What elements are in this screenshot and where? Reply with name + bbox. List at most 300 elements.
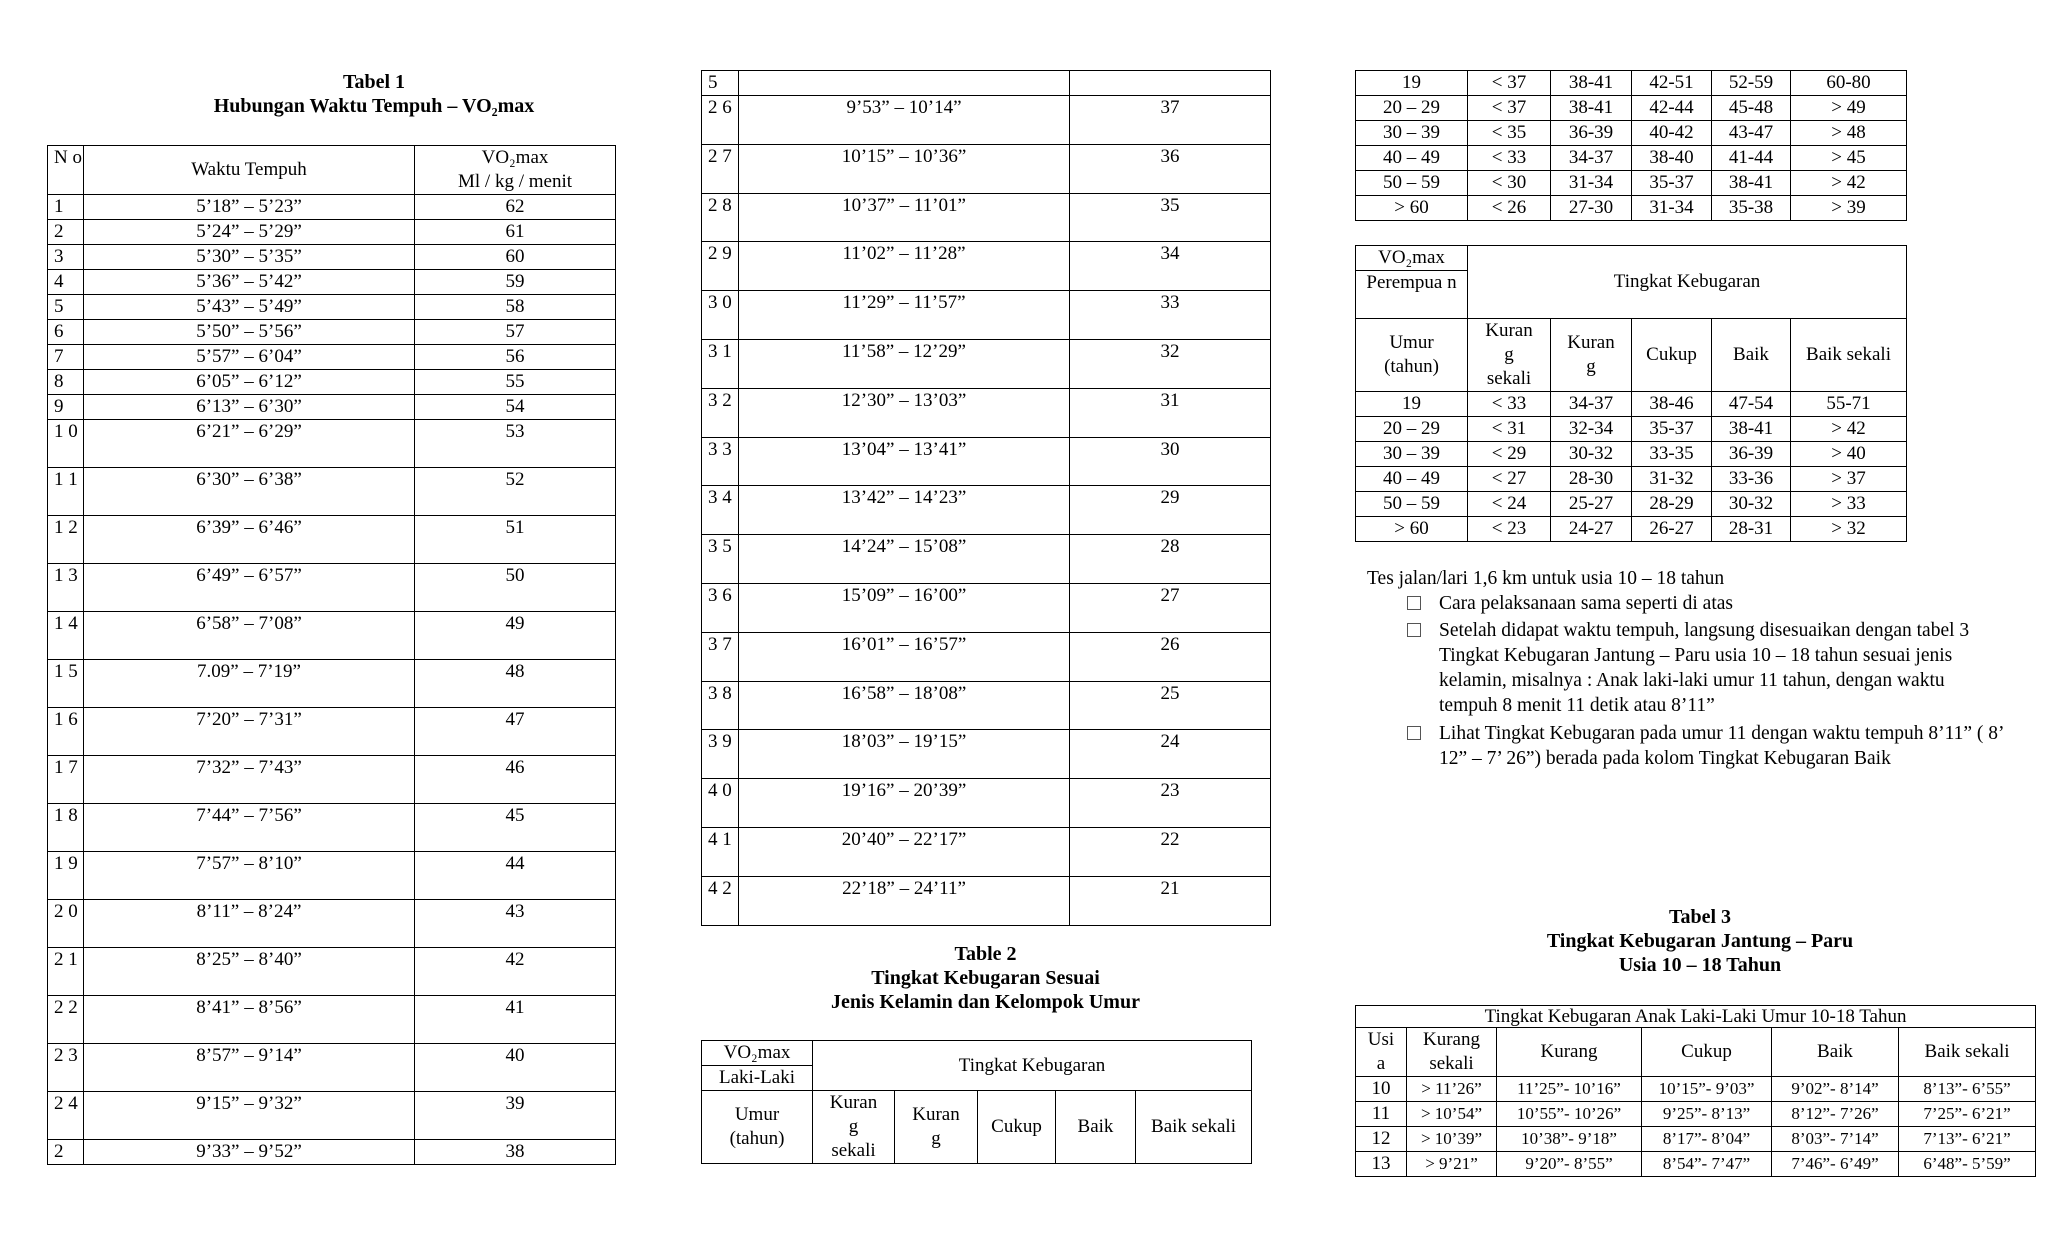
table-row [48, 900, 616, 948]
baik-cell: 28-31 [1712, 517, 1791, 542]
waktu-tempuh-cell: 8’57” – 9’14” [84, 1044, 415, 1092]
vo2max-cell: 44 [415, 852, 616, 900]
vo2max-cell: 21 [1070, 876, 1271, 925]
table3-header-row [1356, 1028, 2036, 1077]
row-number: 1 7 [48, 756, 84, 804]
kurang-cell: 34-37 [1551, 392, 1632, 417]
waktu-tempuh-cell: 13’04” – 13’41” [739, 437, 1070, 486]
table-row [1356, 1127, 2036, 1152]
vo2max-cell: 49 [415, 612, 616, 660]
vo2max-cell: 61 [415, 220, 616, 245]
kurang-cell: 36-39 [1551, 121, 1632, 146]
table-row [48, 1044, 616, 1092]
row-number: 3 2 [702, 388, 739, 437]
kurang-cell: 9’20”- 8’55” [1497, 1152, 1642, 1177]
umur-cell: 40 – 49 [1356, 146, 1468, 171]
table-row [48, 1092, 616, 1140]
waktu-tempuh-cell: 8’11” – 8’24” [84, 900, 415, 948]
table-row [48, 996, 616, 1044]
vo2max-cell: 37 [1070, 96, 1271, 145]
baik-cell: 45-48 [1712, 96, 1791, 121]
row-number: 2 0 [48, 900, 84, 948]
table-row [1356, 467, 1907, 492]
vo2max-cell: 45 [415, 804, 616, 852]
baik-cell: 35-38 [1712, 196, 1791, 221]
table-row [702, 144, 1271, 193]
waktu-tempuh-cell: 8’41” – 8’56” [84, 996, 415, 1044]
vo2max-cell: 54 [415, 395, 616, 420]
baik-cell: 8’12”- 7’26” [1772, 1102, 1899, 1127]
vo2max-cell: 36 [1070, 144, 1271, 193]
notes-item-2-text: Setelah didapat waktu tempuh, langsung disesuaikan dengan tabel 3 Tingkat Kebugaran Jantung – Paru usia 10 – 18 tahun sesuai jenis kelamin, misalnya : Anak laki-laki umur 11 tahun, dengan waktu tempuh 8 menit 11 detik atau 8’11” [1439, 620, 1970, 716]
kurang-cell: 10’55”- 10’26” [1497, 1102, 1642, 1127]
vo2max-cell: 24 [1070, 730, 1271, 779]
cukup-cell: 31-34 [1632, 196, 1712, 221]
table3-header-kurang: Kurang [1497, 1028, 1642, 1077]
row-number: 1 3 [48, 564, 84, 612]
row-number: 6 [48, 320, 84, 345]
table-row [702, 339, 1271, 388]
waktu-tempuh-cell: 5’43” – 5’49” [84, 295, 415, 320]
table2-female-body [1356, 392, 1907, 542]
row-number: 2 2 [48, 996, 84, 1044]
kurang-cell: 10’38”- 9’18” [1497, 1127, 1642, 1152]
table2-caption-line1: Table 2 [954, 943, 1017, 965]
table2-female-umur-label: Umur (tahun) [1356, 319, 1468, 392]
waktu-tempuh-cell: 20’40” – 22’17” [739, 827, 1070, 876]
umur-cell: 19 [1356, 392, 1468, 417]
waktu-tempuh-cell: 6’21” – 6’29” [84, 420, 415, 468]
table-row [702, 242, 1271, 291]
table-row [702, 876, 1271, 925]
table2-caption-line3: Jenis Kelamin dan Kelompok Umur [831, 991, 1140, 1013]
vo2max-cell: 59 [415, 270, 616, 295]
kurang-cell: 38-41 [1551, 96, 1632, 121]
kurang-cell: 31-34 [1551, 171, 1632, 196]
baik-sekali-cell: 60-80 [1791, 71, 1907, 96]
row-number: 2 9 [702, 242, 739, 291]
usia-cell: 12 [1356, 1127, 1407, 1152]
waktu-tempuh-cell: 5’36” – 5’42” [84, 270, 415, 295]
vo2max-cell: 62 [415, 195, 616, 220]
kurang-sekali-cell: < 27 [1468, 467, 1551, 492]
baik-cell: 9’02”- 8’14” [1772, 1077, 1899, 1102]
kurang-sekali-cell: < 33 [1468, 392, 1551, 417]
vo2max-cell: 57 [415, 320, 616, 345]
baik-sekali-cell: > 32 [1791, 517, 1907, 542]
waktu-tempuh-cell: 6’30” – 6’38” [84, 468, 415, 516]
kurang-sekali-cell: < 37 [1468, 96, 1551, 121]
vo2max-cell [1070, 71, 1271, 96]
notes-item-3 [1367, 721, 2007, 771]
table-row [48, 660, 616, 708]
baik-sekali-cell: 6’48”- 5’59” [1899, 1152, 2036, 1177]
waktu-tempuh-cell [739, 71, 1070, 96]
waktu-tempuh-cell: 6’39” – 6’46” [84, 516, 415, 564]
baik-cell: 38-41 [1712, 417, 1791, 442]
table2-cat-kurang-sekali: Kuran g sekali [813, 1091, 895, 1164]
table1-continuation [701, 70, 1271, 926]
table-row [702, 71, 1271, 96]
row-number: 3 4 [702, 486, 739, 535]
waktu-tempuh-cell: 11’58” – 12’29” [739, 339, 1070, 388]
row-number: 3 5 [702, 535, 739, 584]
cukup-cell: 10’15”- 9’03” [1642, 1077, 1772, 1102]
kurang-cell: 38-41 [1551, 71, 1632, 96]
table-row [48, 220, 616, 245]
checkbox-icon [1407, 623, 1421, 637]
waktu-tempuh-cell: 5’30” – 5’35” [84, 245, 415, 270]
baik-sekali-cell: > 42 [1791, 171, 1907, 196]
table1-header-no: N o [48, 146, 84, 195]
baik-sekali-cell: > 33 [1791, 492, 1907, 517]
baik-sekali-cell: > 40 [1791, 442, 1907, 467]
row-number: 1 5 [48, 660, 84, 708]
vo2max-cell: 40 [415, 1044, 616, 1092]
table-row [702, 291, 1271, 340]
row-number: 1 8 [48, 804, 84, 852]
vo2max-cell: 32 [1070, 339, 1271, 388]
baik-sekali-cell: 7’25”- 6’21” [1899, 1102, 2036, 1127]
waktu-tempuh-cell: 9’15” – 9’32” [84, 1092, 415, 1140]
waktu-tempuh-cell: 8’25” – 8’40” [84, 948, 415, 996]
waktu-tempuh-cell: 12’30” – 13’03” [739, 388, 1070, 437]
table2-male-header-row3 [702, 1091, 1252, 1164]
baik-cell: 41-44 [1712, 146, 1791, 171]
vo2max-cell: 58 [415, 295, 616, 320]
notes-item-3-text: Lihat Tingkat Kebugaran pada umur 11 dengan waktu tempuh 8’11” ( 8’ 12” – 7’ 26”) berada pada kolom Tingkat Kebugaran Baik [1439, 723, 2004, 769]
usia-cell: 13 [1356, 1152, 1407, 1177]
table2-umur-label: Umur (tahun) [702, 1091, 813, 1164]
cukup-cell: 31-32 [1632, 467, 1712, 492]
baik-cell: 38-41 [1712, 171, 1791, 196]
waktu-tempuh-cell: 14’24” – 15’08” [739, 535, 1070, 584]
umur-cell: 40 – 49 [1356, 467, 1468, 492]
notes-item-2 [1367, 618, 2007, 718]
table-row [48, 270, 616, 295]
table2-cat-baik-sekali: Baik sekali [1136, 1091, 1252, 1164]
kurang-cell: 30-32 [1551, 442, 1632, 467]
row-number: 3 7 [702, 632, 739, 681]
row-number: 4 [48, 270, 84, 295]
cukup-cell: 33-35 [1632, 442, 1712, 467]
table-row [1356, 1102, 2036, 1127]
table-row [48, 708, 616, 756]
table-row [702, 632, 1271, 681]
waktu-tempuh-cell: 9’33” – 9’52” [84, 1140, 415, 1165]
cukup-cell: 42-44 [1632, 96, 1712, 121]
row-number: 1 1 [48, 468, 84, 516]
table-row [1356, 517, 1907, 542]
baik-sekali-cell: 7’13”- 6’21” [1899, 1127, 2036, 1152]
waktu-tempuh-cell: 16’58” – 18’08” [739, 681, 1070, 730]
waktu-tempuh-cell: 6’49” – 6’57” [84, 564, 415, 612]
waktu-tempuh-cell: 16’01” – 16’57” [739, 632, 1070, 681]
table-row [48, 1140, 616, 1165]
table3-caption-line2: Tingkat Kebugaran Jantung – Paru [1546, 930, 1854, 952]
table-row [48, 516, 616, 564]
kurang-sekali-cell: > 10’39” [1407, 1127, 1497, 1152]
row-number: 1 [48, 195, 84, 220]
waktu-tempuh-cell: 7.09” – 7’19” [84, 660, 415, 708]
row-number: 3 1 [702, 339, 739, 388]
row-number: 5 [48, 295, 84, 320]
table3-header-usia: Usi a [1356, 1028, 1407, 1077]
table3 [1355, 1005, 2036, 1177]
table1-header-vo2-line2: Ml / kg / menit [458, 171, 572, 192]
kurang-sekali-cell: < 23 [1468, 517, 1551, 542]
row-number: 8 [48, 370, 84, 395]
waktu-tempuh-cell: 22’18” – 24’11” [739, 876, 1070, 925]
table2-caption-line2: Tingkat Kebugaran Sesuai [871, 967, 1100, 989]
waktu-tempuh-cell: 7’57” – 8’10” [84, 852, 415, 900]
waktu-tempuh-cell: 5’50” – 5’56” [84, 320, 415, 345]
vo2max-cell: 48 [415, 660, 616, 708]
baik-sekali-cell: > 39 [1791, 196, 1907, 221]
waktu-tempuh-cell: 5’24” – 5’29” [84, 220, 415, 245]
umur-cell: 50 – 59 [1356, 492, 1468, 517]
table1-caption [47, 70, 701, 118]
table-row [1356, 1152, 2036, 1177]
checkbox-icon [1407, 596, 1421, 610]
table-row [702, 583, 1271, 632]
umur-cell: 30 – 39 [1356, 121, 1468, 146]
row-number: 1 9 [48, 852, 84, 900]
kurang-sekali-cell: < 24 [1468, 492, 1551, 517]
table-row [1356, 146, 1907, 171]
row-number: 3 6 [702, 583, 739, 632]
row-number: 2 [48, 1140, 84, 1165]
table2-male-values [1355, 70, 1907, 221]
row-number: 3 3 [702, 437, 739, 486]
usia-cell: 10 [1356, 1077, 1407, 1102]
table-row [48, 245, 616, 270]
table1-continuation-body [702, 71, 1271, 926]
row-number: 1 4 [48, 612, 84, 660]
row-number: 7 [48, 345, 84, 370]
table1-header-vo2 [415, 146, 616, 195]
vo2max-cell: 38 [415, 1140, 616, 1165]
row-number: 3 9 [702, 730, 739, 779]
waktu-tempuh-cell: 5’57” – 6’04” [84, 345, 415, 370]
umur-cell: 30 – 39 [1356, 442, 1468, 467]
umur-cell: 20 – 29 [1356, 96, 1468, 121]
table-row [702, 437, 1271, 486]
table2-cat-cukup: Cukup [978, 1091, 1056, 1164]
table3-caption-line1: Tabel 3 [1668, 906, 1732, 928]
row-number: 1 2 [48, 516, 84, 564]
row-number: 2 7 [702, 144, 739, 193]
kurang-cell: 32-34 [1551, 417, 1632, 442]
table-row [1356, 442, 1907, 467]
checkbox-icon [1407, 726, 1421, 740]
baik-cell: 52-59 [1712, 71, 1791, 96]
waktu-tempuh-cell: 9’53” – 10’14” [739, 96, 1070, 145]
usia-cell: 11 [1356, 1102, 1407, 1127]
row-number: 1 0 [48, 420, 84, 468]
cukup-cell: 9’25”- 8’13” [1642, 1102, 1772, 1127]
baik-sekali-cell: 8’13”- 6’55” [1899, 1077, 2036, 1102]
row-number: 4 1 [702, 827, 739, 876]
table1-header-vo2-line1: VO₂max [481, 147, 549, 168]
table3-caption-line3: Usia 10 – 18 Tahun [1618, 954, 1782, 976]
waktu-tempuh-cell: 10’37” – 11’01” [739, 193, 1070, 242]
table-row [48, 756, 616, 804]
kurang-cell: 34-37 [1551, 146, 1632, 171]
vo2max-cell: 46 [415, 756, 616, 804]
table-row [48, 948, 616, 996]
table-row [702, 486, 1271, 535]
waktu-tempuh-cell: 10’15” – 10’36” [739, 144, 1070, 193]
table-row [702, 730, 1271, 779]
cukup-cell: 40-42 [1632, 121, 1712, 146]
vo2max-cell: 30 [1070, 437, 1271, 486]
vo2max-cell: 53 [415, 420, 616, 468]
kurang-sekali-cell: > 10’54” [1407, 1102, 1497, 1127]
table2-female-cat-kurang: Kuran g [1551, 319, 1632, 392]
baik-cell: 33-36 [1712, 467, 1791, 492]
baik-cell: 30-32 [1712, 492, 1791, 517]
table2-male-header [701, 1040, 1252, 1164]
waktu-tempuh-cell: 11’02” – 11’28” [739, 242, 1070, 291]
vo2max-cell: 26 [1070, 632, 1271, 681]
row-number: 9 [48, 395, 84, 420]
kurang-sekali-cell: < 37 [1468, 71, 1551, 96]
baik-cell: 7’46”- 6’49” [1772, 1152, 1899, 1177]
umur-cell: > 60 [1356, 517, 1468, 542]
table-row [48, 295, 616, 320]
baik-cell: 36-39 [1712, 442, 1791, 467]
table2-female-label: Perempua n [1356, 271, 1468, 319]
table3-caption [1355, 905, 2045, 977]
table-row [1356, 171, 1907, 196]
row-number: 2 1 [48, 948, 84, 996]
table-row [702, 96, 1271, 145]
table-row [1356, 1077, 2036, 1102]
baik-sekali-cell: > 42 [1791, 417, 1907, 442]
vo2max-cell: 28 [1070, 535, 1271, 584]
table-row [48, 852, 616, 900]
baik-sekali-cell: > 45 [1791, 146, 1907, 171]
vo2max-cell: 23 [1070, 779, 1271, 828]
notes-item-1 [1367, 591, 2007, 616]
table-row [48, 195, 616, 220]
kurang-cell: 25-27 [1551, 492, 1632, 517]
table-row [1356, 196, 1907, 221]
table2-cat-baik: Baik [1056, 1091, 1136, 1164]
table-row [702, 827, 1271, 876]
cukup-cell: 8’17”- 8’04” [1642, 1127, 1772, 1152]
vo2max-cell: 51 [415, 516, 616, 564]
row-number: 2 6 [702, 96, 739, 145]
table-row [48, 804, 616, 852]
table2-vo2-label: VO₂max [702, 1041, 813, 1066]
row-number: 2 3 [48, 1044, 84, 1092]
table2-male-header-row1 [702, 1041, 1252, 1066]
kurang-sekali-cell: < 30 [1468, 171, 1551, 196]
table-row [702, 779, 1271, 828]
row-number: 3 8 [702, 681, 739, 730]
table-row [1356, 71, 1907, 96]
vo2max-cell: 56 [415, 345, 616, 370]
table-row [48, 420, 616, 468]
table1-header-waktu: Waktu Tempuh [84, 146, 415, 195]
baik-cell: 43-47 [1712, 121, 1791, 146]
table-row [48, 320, 616, 345]
notes-item-1-text: Cara pelaksanaan sama seperti di atas [1439, 593, 1733, 614]
waktu-tempuh-cell: 13’42” – 14’23” [739, 486, 1070, 535]
notes-intro: Tes jalan/lari 1,6 km untuk usia 10 – 18 tahun [1367, 568, 1725, 589]
row-number: 3 [48, 245, 84, 270]
vo2max-cell: 60 [415, 245, 616, 270]
table-row [48, 345, 616, 370]
notes [1367, 566, 2007, 771]
kurang-cell: 27-30 [1551, 196, 1632, 221]
table1-header-row [48, 146, 616, 195]
table2-female-cat-kurang-sekali: Kuran g sekali [1468, 319, 1551, 392]
table2-female-tingkat-label: Tingkat Kebugaran [1468, 246, 1907, 319]
waktu-tempuh-cell: 11’29” – 11’57” [739, 291, 1070, 340]
table3-header-cukup: Cukup [1642, 1028, 1772, 1077]
vo2max-cell: 50 [415, 564, 616, 612]
kurang-sekali-cell: < 26 [1468, 196, 1551, 221]
cukup-cell: 28-29 [1632, 492, 1712, 517]
waktu-tempuh-cell: 5’18” – 5’23” [84, 195, 415, 220]
row-number: 2 8 [702, 193, 739, 242]
row-number: 1 6 [48, 708, 84, 756]
cukup-cell: 8’54”- 7’47” [1642, 1152, 1772, 1177]
kurang-sekali-cell: < 33 [1468, 146, 1551, 171]
vo2max-cell: 35 [1070, 193, 1271, 242]
waktu-tempuh-cell: 6’58” – 7’08” [84, 612, 415, 660]
kurang-sekali-cell: > 9’21” [1407, 1152, 1497, 1177]
row-number: 5 [702, 71, 739, 96]
table2-male-values-body [1356, 71, 1907, 221]
kurang-cell: 24-27 [1551, 517, 1632, 542]
vo2max-cell: 34 [1070, 242, 1271, 291]
vo2max-cell: 42 [415, 948, 616, 996]
row-number: 4 0 [702, 779, 739, 828]
table2-caption [701, 942, 1270, 1014]
kurang-cell: 11’25”- 10’16” [1497, 1077, 1642, 1102]
cukup-cell: 38-40 [1632, 146, 1712, 171]
vo2max-cell: 27 [1070, 583, 1271, 632]
table2-female-cat-baik-sekali: Baik sekali [1791, 319, 1907, 392]
table-row [48, 468, 616, 516]
baik-sekali-cell: > 37 [1791, 467, 1907, 492]
table3-header-baik-sekali: Baik sekali [1899, 1028, 2036, 1077]
kurang-sekali-cell: > 11’26” [1407, 1077, 1497, 1102]
kurang-sekali-cell: < 31 [1468, 417, 1551, 442]
table2-female-header-row1 [1356, 246, 1907, 271]
baik-sekali-cell: > 49 [1791, 96, 1907, 121]
umur-cell: > 60 [1356, 196, 1468, 221]
table-row [1356, 417, 1907, 442]
table2-male-label: Laki-Laki [702, 1066, 813, 1091]
waktu-tempuh-cell: 7’44” – 7’56” [84, 804, 415, 852]
table-row [702, 681, 1271, 730]
cukup-cell: 26-27 [1632, 517, 1712, 542]
waktu-tempuh-cell: 7’20” – 7’31” [84, 708, 415, 756]
table1-caption-line2: Hubungan Waktu Tempuh – VO₂max [213, 95, 535, 117]
waktu-tempuh-cell: 7’32” – 7’43” [84, 756, 415, 804]
row-number: 3 0 [702, 291, 739, 340]
vo2max-cell: 29 [1070, 486, 1271, 535]
vo2max-cell: 43 [415, 900, 616, 948]
table2-tingkat-label: Tingkat Kebugaran [813, 1041, 1252, 1091]
table2-female-vo2-label: VO₂max [1356, 246, 1468, 271]
kurang-cell: 28-30 [1551, 467, 1632, 492]
